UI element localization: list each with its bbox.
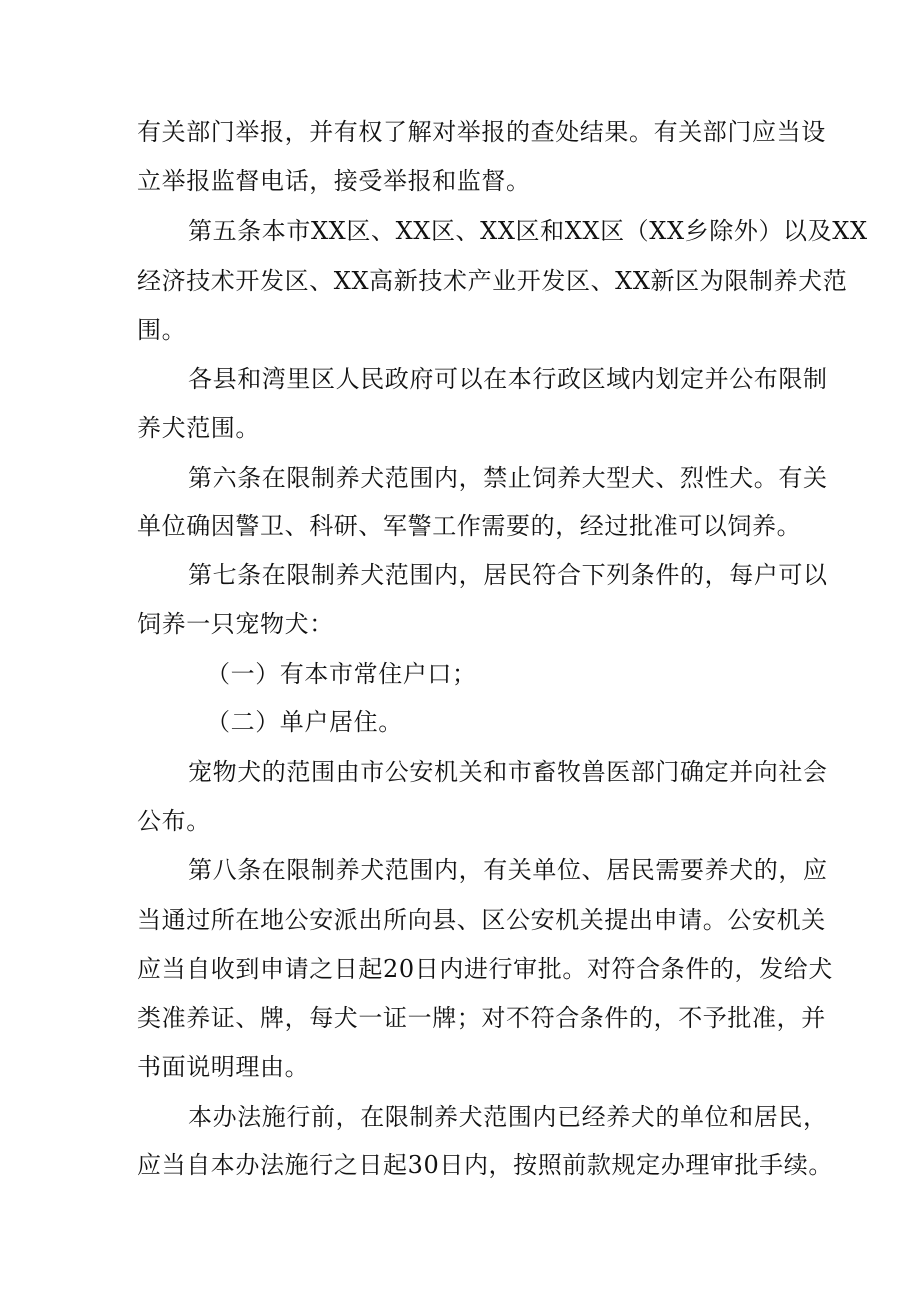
- text-line: 立举报监督电话，接受举报和监督。: [137, 167, 531, 195]
- text-line: 类准养证、牌，每犬一证一牌；对不符合条件的，不予批准，并: [137, 1004, 826, 1032]
- text-line: 第六条在限制养犬范围内，禁止饲养大型犬、烈性犬。有关: [188, 464, 828, 492]
- text-line: 本办法施行前，在限制养犬范围内已经养犬的单位和居民，: [188, 1103, 828, 1131]
- text-line: 第八条在限制养犬范围内，有关单位、居民需要养犬的，应: [188, 856, 828, 884]
- text-line: 饲养一只宠物犬：: [137, 610, 334, 638]
- text-line: 围。: [137, 316, 187, 344]
- text-line: 公布。: [137, 807, 211, 835]
- text-line: 书面说明理由。: [137, 1053, 310, 1081]
- text-line: 宠物犬的范围由市公安机关和市畜牧兽医部门确定并向社会: [188, 758, 828, 786]
- text-line: 有关部门举报，并有权了解对举报的查处结果。有关部门应当设: [137, 118, 826, 146]
- text-line: （二）单户居住。: [206, 708, 403, 736]
- text-line: 当通过所在地公安派出所向县、区公安机关提出申请。公安机关: [137, 906, 826, 934]
- text-line: 应当自本办法施行之日起30日内，按照前款规定办理审批手续。: [137, 1151, 833, 1179]
- text-line: （一）有本市常住户口；: [206, 660, 477, 688]
- text-line: 单位确因警卫、科研、军警工作需要的，经过批准可以饲养。: [137, 512, 802, 540]
- text-line: 第五条本市XX区、XX区、XX区和XX区（XX乡除外）以及XX: [188, 217, 868, 245]
- text-line: 经济技术开发区、XX高新技术产业开发区、XX新区为限制养犬范: [137, 267, 848, 295]
- text-line: 养犬范围。: [137, 414, 260, 442]
- text-line: 各县和湾里区人民政府可以在本行政区域内划定并公布限制: [188, 365, 828, 393]
- text-line: 应当自收到申请之日起20日内进行审批。对符合条件的，发给犬: [137, 955, 833, 983]
- text-line: 第七条在限制养犬范围内，居民符合下列条件的，每户可以: [188, 561, 828, 589]
